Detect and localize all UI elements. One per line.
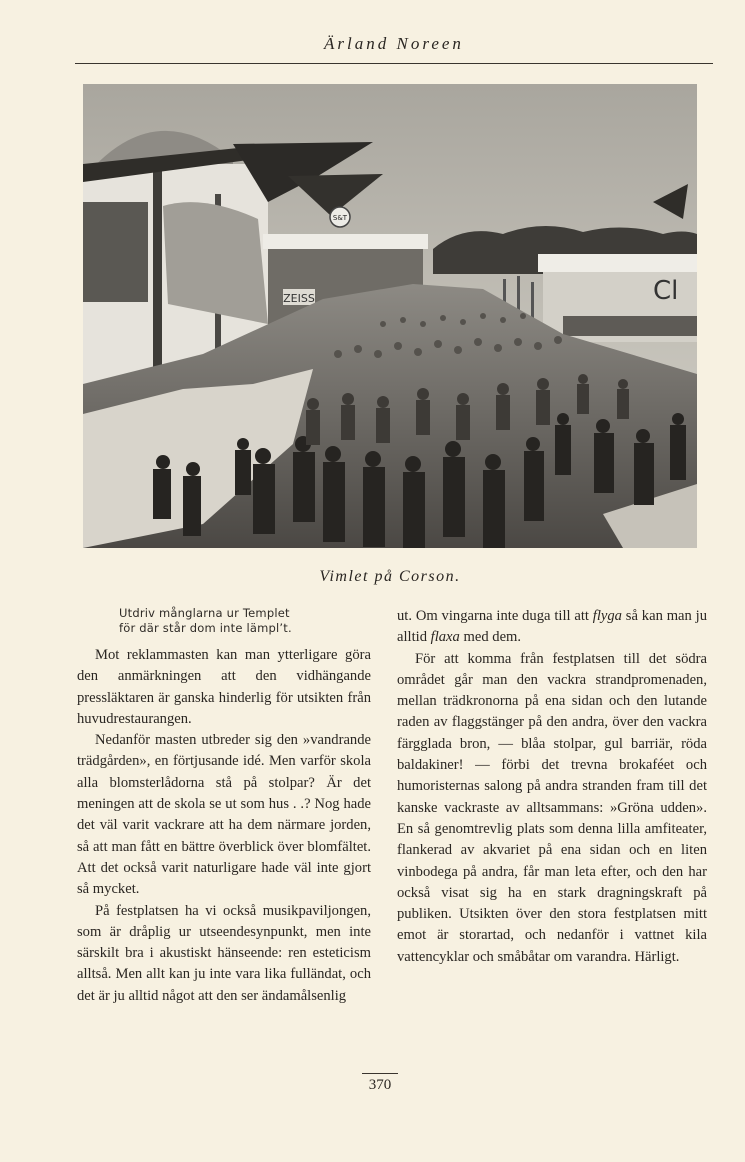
emphasis: flaxa [430,629,460,646]
text-run: med dem. [459,629,522,646]
header-rule [75,63,713,64]
cl-sign-text: Cl [653,276,679,306]
round-sign-text: S&T [332,214,348,222]
zeiss-sign-text: ZEISS [283,292,315,305]
text-run: så kan man ju alltid [397,608,707,646]
page-number: 370 [362,1073,398,1094]
paragraph: För att komma från festplatsen till det södra området går man den vackra strandpromenaden, mellan trädkronorna på ena sidan och den lutande raden av flaggstänger på den andra, över den vackra färgglada bron, — blåa stolpar, gul barriär, röda baldakiner! — förbi det trevna brokaféet och humoristernas salong på andra stranden fram till det kanske vackraste av alltsammans: »Gröna udden». En så genomtrevlig plats som denna lilla amfiteater, flankerad av akvariet på ena sidan och en liten vinbodega på andra, får man leta efter, och den har också visat sig ha en stark dragningskraft på publiken. Utsikten över den stora festplatsen mitt emot är storartad, och nedanför i vattnet kila vattencyklar och småbåtar om varandra. Härligt. [397,650,707,965]
running-head: Ärland Noreen [324,34,464,53]
photo-caption: Vimlet på Corson. [319,568,461,585]
paragraph [397,606,707,649]
stamp-text [119,606,371,636]
text-run: ut. Om vingarna inte duga till att [397,608,593,624]
stamp-line: för där står dom inte lämpl’t. [119,621,292,635]
stamp-line: Utdriv månglarna ur Templet [119,606,290,620]
emphasis: flyga [592,608,622,624]
paragraph: Nedanför masten utbreder sig den »vandrande trädgården», en förtjusande idé. Men varför skola alla blomsterlådorna stå på stolpar? Är det meningen att de skola se ut som hus . .? Nog hade det väl varit vackrare att ha dem närmare jorden, så att man fått en bättre överblick över blomfältet. Att det också varit naturligare hade väl inte gjort så mycket. [77,732,371,898]
right-column [397,606,707,968]
left-column [77,606,371,1007]
exhibition-photo [83,84,697,548]
paragraph: Mot reklammasten kan man ytterligare göra den anmärkningen att den vidhängande pressläktaren är ganska hinderlig för utsikten från huvudrestaurangen. [77,647,371,727]
paragraph: På festplatsen ha vi också musikpaviljongen, som är dråplig ur utseendesynpunkt, men inte särskilt bra i akustiskt hänseende: ren esteticism alltså. Men allt kan ju inte vara lika fulländat, och det är ju alltid något att den ser ändamålsenlig [77,902,371,1004]
